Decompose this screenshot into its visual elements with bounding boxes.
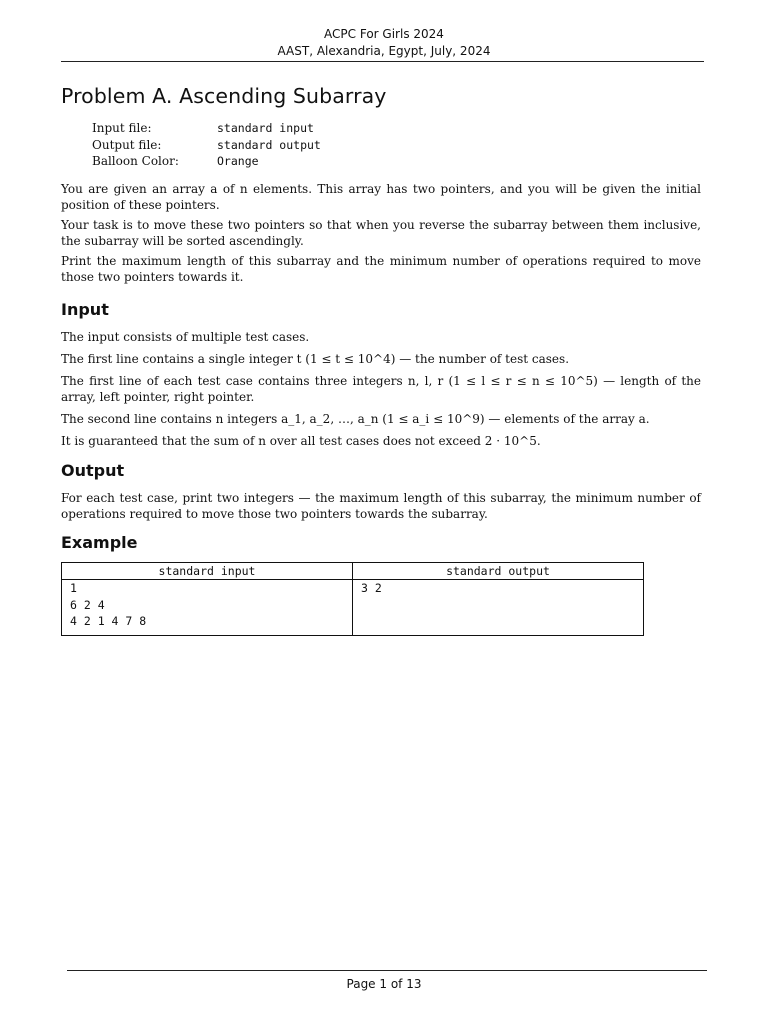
meta-value: standard input <box>217 121 314 135</box>
statement-paragraph: Your task is to move these two pointers so that when you reverse the subarray between them inclusive, the subarray will be sorted ascendingly. <box>61 218 701 248</box>
header-rule <box>61 61 704 62</box>
output-section <box>61 490 701 528</box>
example-data-row <box>62 580 644 636</box>
header-venue: AAST, Alexandria, Egypt, July, 2024 <box>277 44 491 58</box>
example-input-cell: 1 6 2 4 4 2 1 4 7 8 <box>62 580 353 636</box>
statement-paragraph: You are given an array a of n elements. This array has two pointers, and you will be given the initial position of these pointers. <box>61 182 701 212</box>
input-section <box>61 329 701 455</box>
example-output-header: standard output <box>353 563 644 580</box>
statement <box>61 181 701 291</box>
input-heading: Input <box>61 300 109 319</box>
problem-meta <box>92 120 321 170</box>
statement-paragraph: Print the maximum length of this subarray and the minimum number of operations required to move those two pointers towards it. <box>61 254 701 284</box>
example-table <box>61 562 644 636</box>
meta-key: Output file: <box>92 137 162 152</box>
example-output-cell: 3 2 <box>353 580 644 636</box>
meta-value: standard output <box>217 137 321 152</box>
meta-value: Orange <box>217 154 259 168</box>
input-paragraph: The first line of each test case contains three integers n, l, r (1 ≤ l ≤ r ≤ n ≤ 10^5) — length of the array, left pointer, right pointer. <box>61 374 701 404</box>
output-paragraph: For each test case, print two integers — the maximum length of this subarray, the minimum number of operations required to move those two pointers towards the subarray. <box>61 491 701 521</box>
example-input-header: standard input <box>62 563 353 580</box>
meta-key: Input file: <box>92 121 152 135</box>
example-header-row <box>62 563 644 580</box>
meta-output-file <box>92 137 321 154</box>
output-heading: Output <box>61 461 125 480</box>
example-heading: Example <box>61 533 138 552</box>
footer-rule <box>67 970 707 971</box>
meta-balloon-color <box>92 153 321 170</box>
input-paragraph: The first line contains a single integer t (1 ≤ t ≤ 10^4) — the number of test cases. <box>61 352 570 366</box>
problem-title: Problem A. Ascending Subarray <box>61 84 387 108</box>
input-paragraph: It is guaranteed that the sum of n over all test cases does not exceed 2 · 10^5. <box>61 434 541 448</box>
header-contest: ACPC For Girls 2024 <box>324 27 444 41</box>
input-paragraph: The input consists of multiple test cases. <box>61 330 310 344</box>
meta-key: Balloon Color: <box>92 154 179 168</box>
meta-input-file <box>92 120 321 137</box>
input-paragraph: The second line contains n integers a_1, a_2, …, a_n (1 ≤ a_i ≤ 10^9) — elements of the array a. <box>61 412 650 426</box>
page-number: Page 1 of 13 <box>346 977 422 991</box>
page-header <box>0 26 768 60</box>
